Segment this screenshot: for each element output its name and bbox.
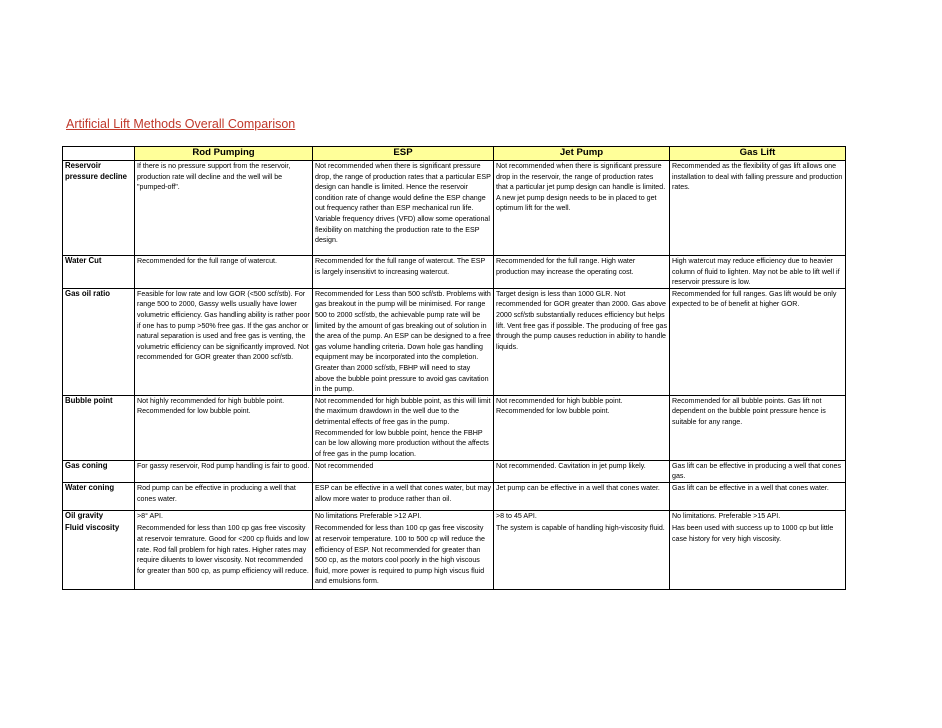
table-row — [63, 161, 846, 256]
row-label: Oil gravity — [63, 510, 135, 523]
cell-gas-lift: Recommended for all bubble points. Gas lift not dependent on the bubble point pressure hence is suitable for any range. — [670, 395, 846, 460]
table-row — [63, 510, 846, 523]
row-label: Reservoir pressure decline — [63, 161, 135, 256]
cell-esp: Not recommended — [313, 460, 494, 482]
column-header-jet-pump: Jet Pump — [494, 147, 670, 161]
cell-rod-pumping: If there is no pressure support from the reservoir, production rate will decline and the well will be "pumped-off". — [135, 161, 313, 256]
row-label: Fluid viscosity — [63, 523, 135, 589]
cell-gas-lift: High watercut may reduce efficiency due to heavier column of fluid to lighten. May not be able to lift well if reservoir pressure is low. — [670, 256, 846, 289]
header-corner — [63, 147, 135, 161]
cell-rod-pumping: Recommended for less than 100 cp gas free viscosity at reservoir temrature. Good for <200 cp fluids and low rate. Rod fall problem for high rates. Higher rates may require diluents to lower viscosity. Not recommended for greater than 500 cp, as pump efficiency will reduce. — [135, 523, 313, 589]
cell-esp: Recommended for the full range of watercut. The ESP is largely insensitivt to increasing watercut. — [313, 256, 494, 289]
cell-rod-pumping: For gassy reservoir, Rod pump handling is fair to good. — [135, 460, 313, 482]
cell-rod-pumping: Not highly recommended for high bubble point. Recommended for low bubble point. — [135, 395, 313, 460]
cell-esp: Recommended for Less than 500 scf/stb. Problems with gas breakout in the pump will be minimised. For range 500 to 2000 scf/stb, the achievable pump rate will be limited by the amount of gas breaking out of solution in the area of the pump. An ESP can be designed to a free gas volume handling criteria. Down hole gas handling equipment may be incorporated into the completion. Greater than 2000 scf/stb, FBHP will need to stay above the bubble point pressure to avoid gas cavitation in the pump. — [313, 288, 494, 395]
cell-rod-pumping: Rod pump can be effective in producing a well that cones water. — [135, 482, 313, 510]
cell-gas-lift: No limitations. Preferable >15 API. — [670, 510, 846, 523]
table-row — [63, 482, 846, 510]
cell-rod-pumping: Recommended for the full range of watercut. — [135, 256, 313, 289]
cell-jet-pump: Not recommended when there is significant pressure drop in the reservoir, the range of production rates that a particular jet pump design can handle is limited. A new jet pump design needs to be in placed to get optimum lift for the well. — [494, 161, 670, 256]
column-header-esp: ESP — [313, 147, 494, 161]
row-label: Gas oil ratio — [63, 288, 135, 395]
cell-rod-pumping: Feasible for low rate and low GOR (<500 scf/stb). For range 500 to 2000, Gassy wells usually have lower volumetric efficiency. Gas handling ability is rather poor if one has to pump >50% free gas. If the gas anchor or natural separation is used and free gas is venting, the volumetric efficiency can be significantly improved. Not recommended for GOR greater than 2000 scf/stb. — [135, 288, 313, 395]
row-label: Gas coning — [63, 460, 135, 482]
cell-gas-lift: Recommended as the flexibility of gas lift allows one installation to deal with falling pressure and production rates. — [670, 161, 846, 256]
row-label: Bubble point — [63, 395, 135, 460]
cell-jet-pump: Not recommended for high bubble point. Recommended for low bubble point. — [494, 395, 670, 460]
cell-esp: Not recommended when there is significant pressure drop, the range of production rates that a particular ESP design can handle is limited. Hence the reservoir condition rate of change would define the ESP change out frequency rather than ESP mechanical run life. Variable frequency drives (VFD) allow some operational flexibility on matching the production rate to the ESP design. — [313, 161, 494, 256]
cell-jet-pump: Target design is less than 1000 GLR. Not recommended for GOR greater than 2000. Gas above 2000 scf/stb substantially reduces efficiency but helps lift. Vent free gas if possible. The producing of free gas through the pump causes reduction in ability to handle liquids. — [494, 288, 670, 395]
cell-jet-pump: Jet pump can be effective in a well that cones water. — [494, 482, 670, 510]
cell-gas-lift: Gas lift can be effective in a well that cones water. — [670, 482, 846, 510]
cell-gas-lift: Has been used with success up to 1000 cp but little case history for very high viscosity. — [670, 523, 846, 589]
cell-esp: ESP can be effective in a well that cones water, but may allow more water to produce rather than oil. — [313, 482, 494, 510]
cell-gas-lift: Gas lift can be effective in producing a well that cones gas. — [670, 460, 846, 482]
table-row — [63, 256, 846, 289]
cell-esp: No limitations Preferable >12 API. — [313, 510, 494, 523]
cell-rod-pumping: >8° API. — [135, 510, 313, 523]
table-row — [63, 288, 846, 395]
comparison-table — [62, 146, 846, 590]
cell-jet-pump: >8 to 45 API. — [494, 510, 670, 523]
table-row — [63, 460, 846, 482]
cell-jet-pump: Recommended for the full range. High water production may increase the operating cost. — [494, 256, 670, 289]
row-label: Water coning — [63, 482, 135, 510]
column-header-rod-pumping: Rod Pumping — [135, 147, 313, 161]
table-row — [63, 523, 846, 589]
cell-jet-pump: The system is capable of handling high-viscosity fluid. — [494, 523, 670, 589]
page-title: Artificial Lift Methods Overall Comparison — [66, 117, 296, 131]
cell-gas-lift: Recommended for full ranges. Gas lift would be only expected to be of benefit at higher GOR. — [670, 288, 846, 395]
cell-esp: Recommended for less than 100 cp gas free viscosity at reservoir temperature. 100 to 500 cp will reduce the efficiency of ESP. Not recommended for greater than 500 cp, as the motors cool poorly in the high viscous fluid, more power is required to pump high viscus fluid and emulsions form. — [313, 523, 494, 589]
column-header-gas-lift: Gas Lift — [670, 147, 846, 161]
row-label: Water Cut — [63, 256, 135, 289]
cell-esp: Not recommended for high bubble point, as this will limit the maximum drawdown in the well due to the detrimental effects of free gas in the pump. Recommended for low bubble point, hence the FBHP can be low allowing more production without the affects of free gas in the pump location. — [313, 395, 494, 460]
header-row — [63, 147, 846, 161]
table-row — [63, 395, 846, 460]
cell-jet-pump: Not recommended. Cavitation in jet pump likely. — [494, 460, 670, 482]
